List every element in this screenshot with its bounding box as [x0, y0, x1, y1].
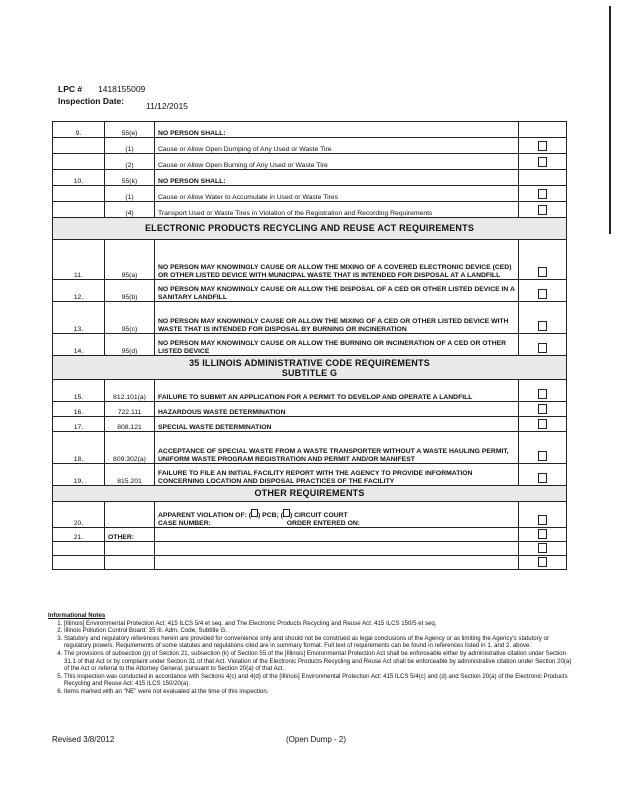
citation: (2) [105, 154, 155, 170]
section-title-other: OTHER REQUIREMENTS [53, 486, 567, 502]
violation-checkbox[interactable] [538, 157, 547, 167]
notes-title: Informational Notes [48, 612, 106, 619]
note-item: 2. Illinois Pollution Control Board: 35 Ill. Adm. Code, Subtitle G. [64, 627, 572, 635]
note-item: 1. [Illinois] Environmental Protection Act: 415 ILCS 5/4 et seq. and The Electronic Products Recycling and Reuse Act: 415 ILCS 150/5 et seq. [64, 620, 572, 628]
section-header-35iac [53, 356, 567, 380]
table-row [53, 464, 567, 486]
checkbox-cell [519, 432, 567, 464]
lpc-line [58, 84, 146, 94]
item-number: 17. [53, 417, 105, 432]
circuit-court-label: ) CIRCUIT COURT [289, 512, 348, 519]
violation-checkbox[interactable] [538, 473, 547, 483]
circuit-court-checkbox[interactable] [283, 509, 290, 517]
notes-list [48, 620, 572, 696]
item-number: 14. [53, 334, 105, 356]
informational-notes [48, 612, 572, 696]
other-input-line[interactable] [155, 556, 519, 570]
checkbox-cell [519, 122, 567, 138]
other-input-line[interactable] [155, 528, 519, 542]
lpc-value: 1418155009 [98, 84, 146, 94]
citation [105, 502, 155, 528]
checkbox-cell [519, 302, 567, 334]
table-row [53, 402, 567, 417]
citation: 815.201 [105, 464, 155, 486]
page-edge-mark [609, 6, 611, 234]
citation: (1) [105, 138, 155, 154]
apparent-violation-label: APPARENT VIOLATION OF: ( [158, 512, 252, 519]
table-row [53, 186, 567, 202]
checkbox-cell [519, 154, 567, 170]
table-row-blank [53, 556, 567, 570]
item-number [53, 186, 105, 202]
checkbox-cell [519, 202, 567, 218]
citation: 95(a) [105, 240, 155, 280]
violation-checkbox[interactable] [538, 321, 547, 331]
table-row [53, 202, 567, 218]
citation: 55(e) [105, 122, 155, 138]
item-number: 18. [53, 432, 105, 464]
item-number [53, 202, 105, 218]
citation: (4) [105, 202, 155, 218]
item-description: FAILURE TO FILE AN INITIAL FACILITY REPORT WITH THE AGENCY TO PROVIDE INFORMATION CONCERNING LOCATION AND DISPOSAL PRACTICES OF THE FACILITY [155, 464, 519, 486]
checkbox-cell [519, 402, 567, 417]
item-number: 20. [53, 502, 105, 528]
inspection-date-line [58, 96, 188, 111]
order-entered-label: ORDER ENTERED ON: [286, 519, 361, 527]
note-item: 3. Statutory and regulatory references herein are provided for convenience only and should not be construed as legal conclusions of the Agency or as limiting the Agency's statutory or regulatory powers. Requirements of some statutes and regulations cited are in summary format. Full text of requirements can be found in references listed in 1. and 2. above. [64, 635, 572, 650]
item-description: NO PERSON MAY KNOWINGLY CAUSE OR ALLOW THE DISPOSAL OF A CED OR OTHER LISTED DEVICE IN A SANITARY LANDFILL [155, 280, 519, 302]
item-number [53, 154, 105, 170]
section-title-electronic: ELECTRONIC PRODUCTS RECYCLING AND REUSE ACT REQUIREMENTS [53, 218, 567, 240]
violation-checkbox[interactable] [538, 189, 547, 199]
violation-checkbox[interactable] [538, 141, 547, 151]
table-row-blank [53, 542, 567, 556]
item-description: NO PERSON MAY KNOWINGLY CAUSE OR ALLOW THE MIXING OF A COVERED ELECTRONIC DEVICE (CED) OR OTHER LISTED DEVICE WITH MUNICIPAL WASTE THAT IS INTENDED FOR DISPOSAL AT A LANDFILL [155, 240, 519, 280]
item-description: NO PERSON MAY KNOWINGLY CAUSE OR ALLOW THE BURNING OR INCINERATION OF A CED OR OTHER LISTED DEVICE [155, 334, 519, 356]
section-title-35iac-line2: SUBTITLE G [281, 367, 338, 378]
section-header-electronic [53, 218, 567, 240]
pcb-label: ) PCB; ( [258, 512, 283, 519]
table-row-20 [53, 502, 567, 528]
violation-checkbox[interactable] [538, 557, 547, 567]
violation-checkbox[interactable] [538, 343, 547, 353]
citation: 95(b) [105, 280, 155, 302]
checkbox-cell [519, 280, 567, 302]
inspection-date-value: 11/12/2015 [146, 101, 188, 111]
item-number [53, 138, 105, 154]
table-row [53, 122, 567, 138]
revised-date: Revised 3/8/2012 [52, 735, 115, 744]
citation: 808.121 [105, 417, 155, 432]
item-number: 12. [53, 280, 105, 302]
other-label: OTHER: [105, 528, 155, 542]
checkbox-cell [519, 186, 567, 202]
checkbox-cell [519, 138, 567, 154]
item-description [155, 502, 519, 528]
violation-checkbox[interactable] [538, 543, 547, 553]
violation-checkbox[interactable] [538, 389, 547, 399]
violation-checkbox[interactable] [538, 267, 547, 277]
checkbox-cell [519, 542, 567, 556]
item-description: NO PERSON SHALL: [155, 170, 519, 186]
table-row [53, 432, 567, 464]
section-title-35iac [53, 356, 567, 380]
item-description: ACCEPTANCE OF SPECIAL WASTE FROM A WASTE TRANSPORTER WITHOUT A WASTE HAULING PERMIT, UNIFORM WASTE PROGRAM REGISTRATION AND PERMIT AND/OR MANIFEST [155, 432, 519, 464]
item-description: FAILURE TO SUBMIT AN APPLICATION FOR A PERMIT TO DEVELOP AND OPERATE A LANDFILL [155, 380, 519, 402]
table-row [53, 334, 567, 356]
section-title-35iac-line1: 35 ILLINOIS ADMINISTRATIVE CODE REQUIREMENTS [189, 357, 430, 368]
violation-checkbox[interactable] [538, 451, 547, 461]
item-description: NO PERSON SHALL: [155, 122, 519, 138]
inspection-date-label: Inspection Date: [58, 96, 125, 106]
checkbox-cell [519, 464, 567, 486]
case-number-label: CASE NUMBER: [158, 519, 211, 527]
item-number: 11. [53, 240, 105, 280]
note-item: 5. This inspection was conducted in accordance with Sections 4(c) and 4(d) of the [Illinois] Environmental Protection Act: 415 ILCS 5/4(c) and (d) and Section 20(a) of the Electronic Products Recycling and Reuse Act: 415 ILCS 150/20(a). [64, 673, 572, 688]
table-row [53, 417, 567, 432]
citation: (1) [105, 186, 155, 202]
pcb-checkbox[interactable] [251, 509, 258, 517]
citation: 95(c) [105, 302, 155, 334]
checkbox-cell [519, 528, 567, 542]
item-description: HAZARDOUS WASTE DETERMINATION [155, 402, 519, 417]
item-description: Cause or Allow Open Burning of Any Used or Waste Tire [155, 154, 519, 170]
inspection-checklist-table [52, 121, 567, 570]
item-number: 15. [53, 380, 105, 402]
item-description: Transport Used or Waste Tires in Violation of the Registration and Recording Requirements [155, 202, 519, 218]
citation: 55(k) [105, 170, 155, 186]
violation-checkbox[interactable] [538, 289, 547, 299]
checkbox-cell [519, 170, 567, 186]
other-input-line[interactable] [155, 542, 519, 556]
checkbox-cell [519, 502, 567, 528]
item-number: 9. [53, 122, 105, 138]
citation: 812.101(a) [105, 380, 155, 402]
item-number: 16. [53, 402, 105, 417]
table-row [53, 170, 567, 186]
item-description: Cause or Allow Open Dumping of Any Used or Waste Tire [155, 138, 519, 154]
checkbox-cell [519, 240, 567, 280]
section-header-other [53, 486, 567, 502]
note-item: 6. Items marked with an "NE" were not evaluated at the time of this inspection. [64, 688, 572, 696]
violation-checkbox[interactable] [538, 529, 547, 539]
checkbox-cell [519, 417, 567, 432]
citation: 95(d) [105, 334, 155, 356]
violation-checkbox[interactable] [538, 404, 547, 414]
violation-checkbox[interactable] [538, 515, 547, 525]
note-item: 4. The provisions of subsection (p) of Section 21, subsection (k) of Section 55 of the [Illinois] Environmental Protection Act shall be enforceable either by administrative citation under Section 31.1 of that Act or by complaint under Section 31 of that Act. Violation of the Electronic Products Recycling and Reuse Act shall be enforceable by administrative citation under Section 20(a) of the Act or referral to the Attorney General, pursuant to Section 20(a) of that Act. [64, 650, 572, 673]
table-row [53, 138, 567, 154]
violation-checkbox[interactable] [538, 205, 547, 215]
table-row [53, 280, 567, 302]
violation-checkbox[interactable] [538, 419, 547, 429]
table-row-21 [53, 528, 567, 542]
table-row [53, 154, 567, 170]
table-row [53, 380, 567, 402]
lpc-label: LPC # [58, 84, 83, 94]
citation: 809.302(a) [105, 432, 155, 464]
item-description: Cause or Allow Water to Accumulate in Used or Waste Tires [155, 186, 519, 202]
table-row [53, 302, 567, 334]
item-number: 10. [53, 170, 105, 186]
item-description: NO PERSON MAY KNOWINGLY CAUSE OR ALLOW THE MIXING OF A CED OR OTHER LISTED DEVICE WITH WASTE THAT IS INTENDED FOR DISPOSAL BY BURNING OR INCINERATION [155, 302, 519, 334]
item-description: SPECIAL WASTE DETERMINATION [155, 417, 519, 432]
item-number: 21. [53, 528, 105, 542]
citation: 722.111 [105, 402, 155, 417]
item-number: 13. [53, 302, 105, 334]
page-label: (Open Dump - 2) [286, 735, 347, 744]
checkbox-cell [519, 556, 567, 570]
checkbox-cell [519, 380, 567, 402]
item-number: 19. [53, 464, 105, 486]
checkbox-cell [519, 334, 567, 356]
table-row [53, 240, 567, 280]
